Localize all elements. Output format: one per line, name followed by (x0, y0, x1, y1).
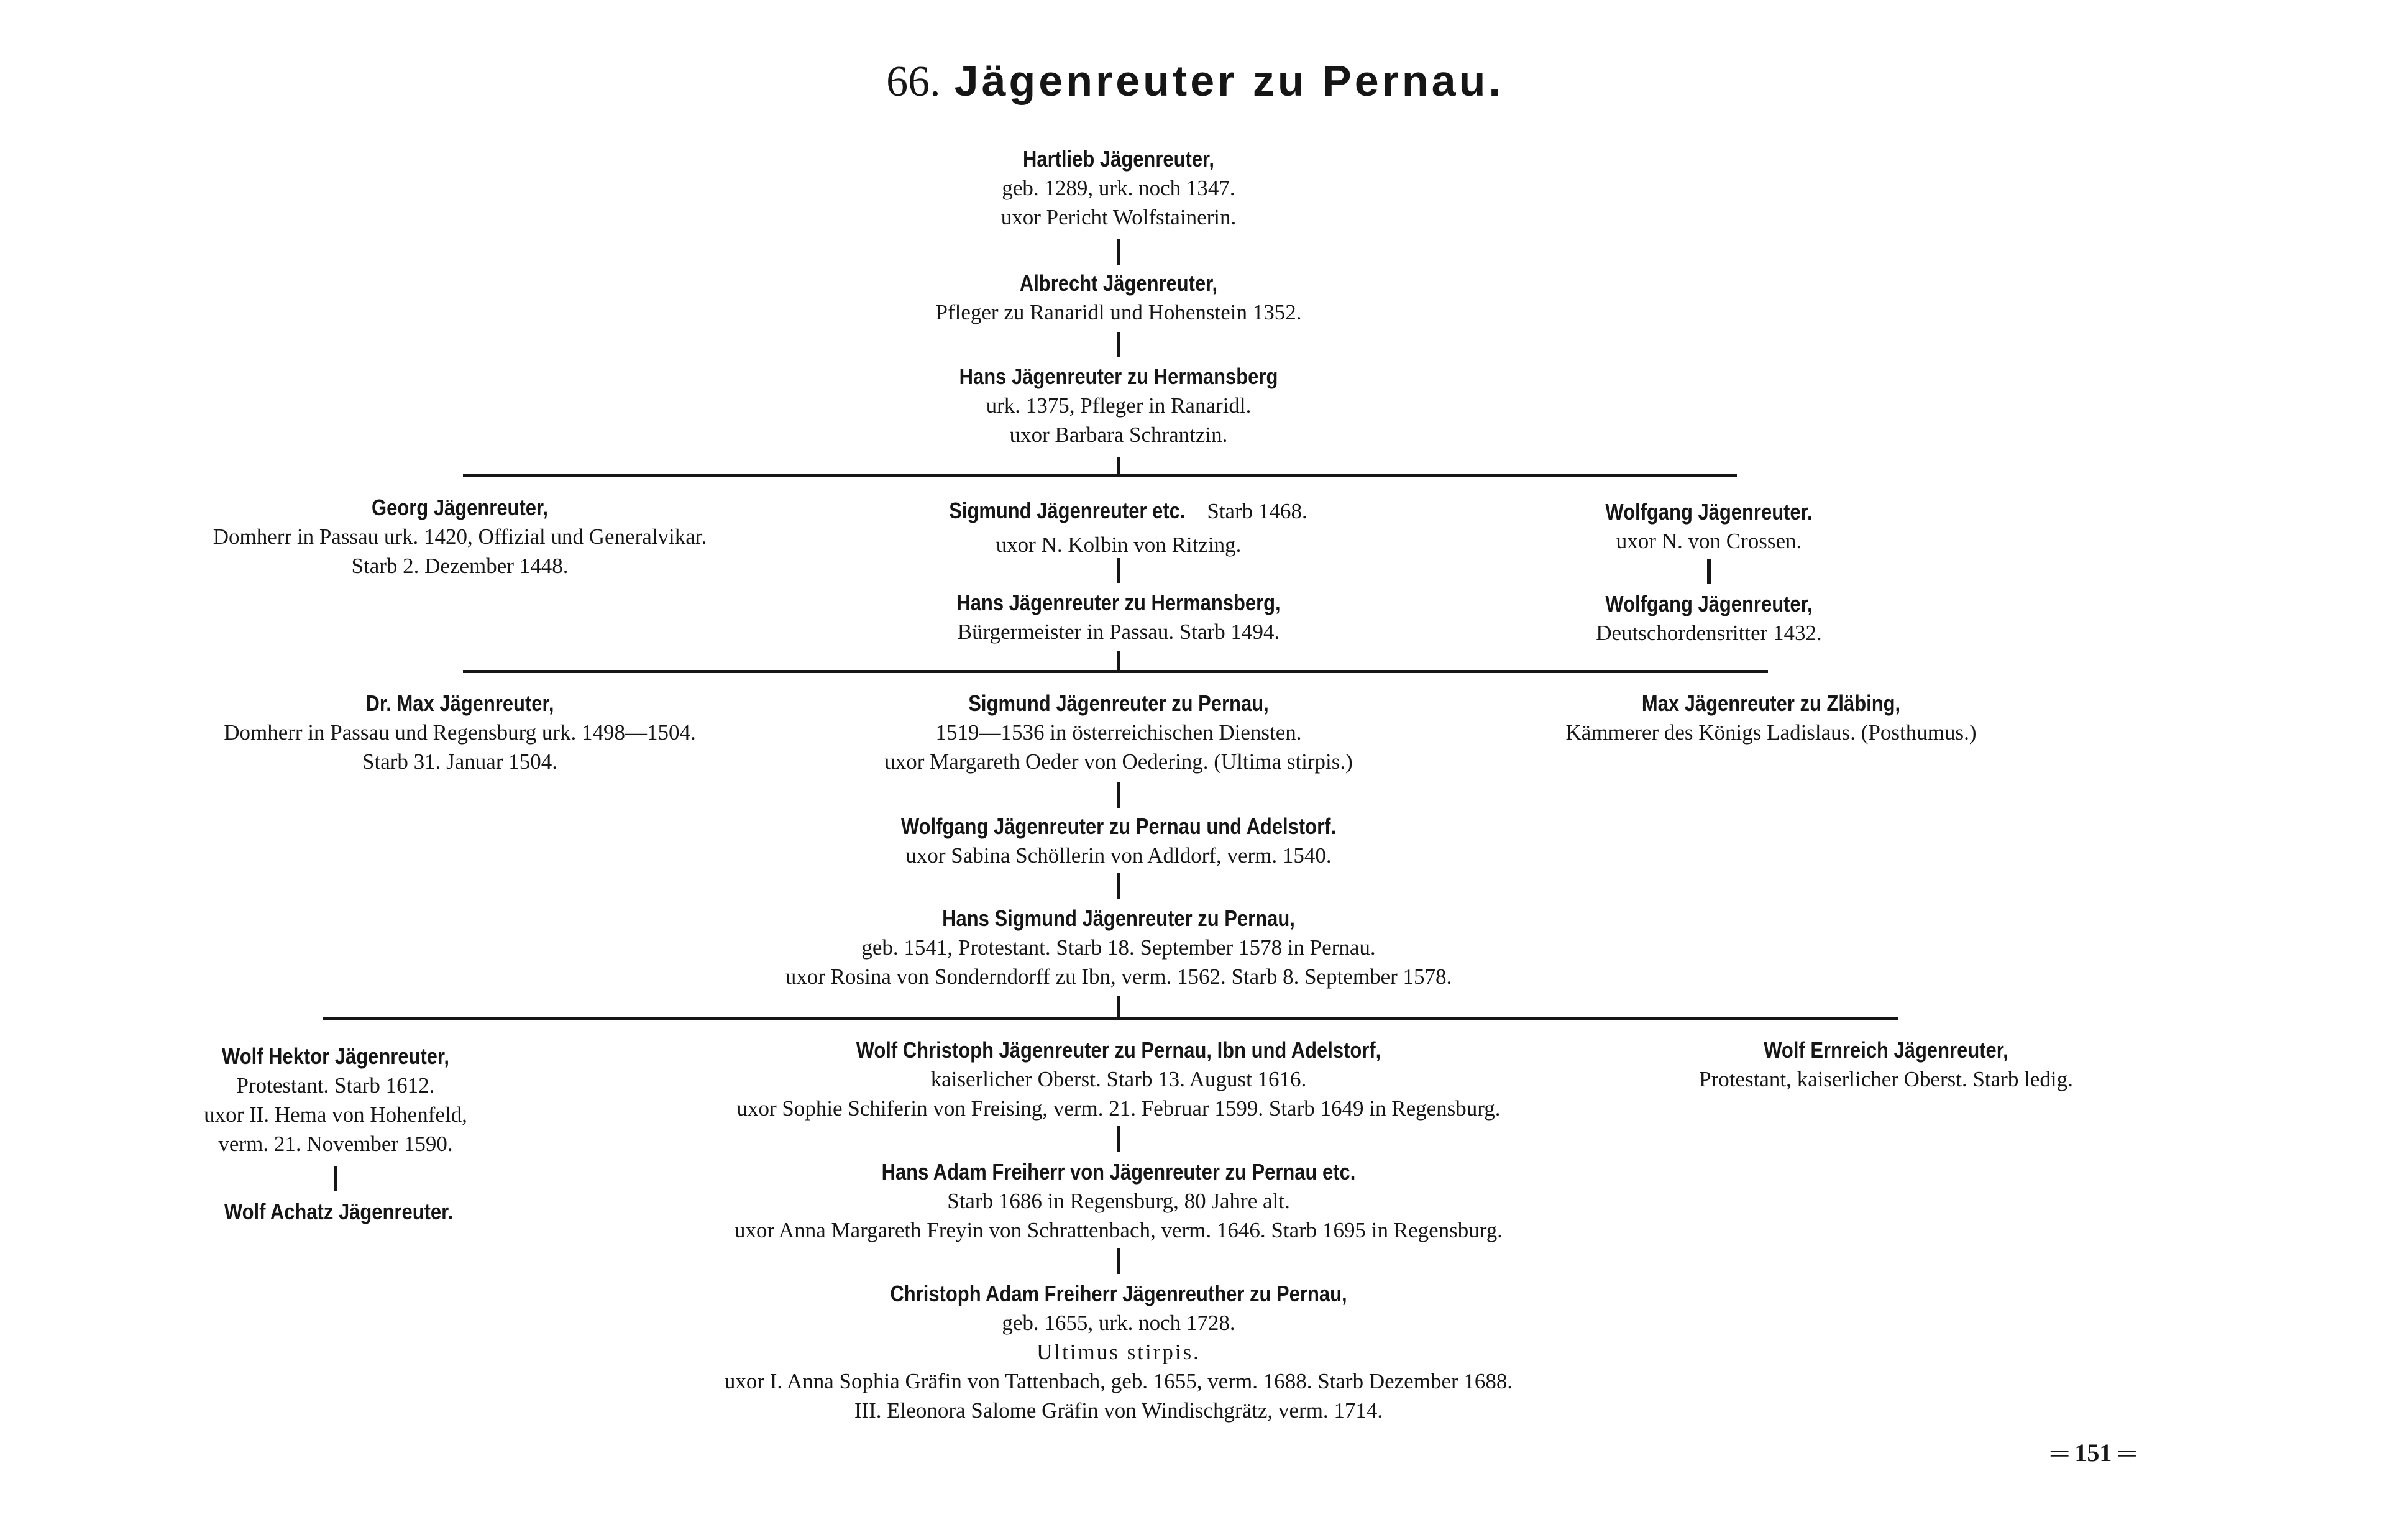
person-wolfgang-adelstorf: Wolfgang Jägenreuter zu Pernau und Adelstorf. uxor Sabina Schöllerin von Adldorf, verm. 1540. (900, 814, 1337, 868)
sibling-bracket (463, 670, 1768, 673)
descent-line (1117, 782, 1120, 808)
person-sigmund-pernau: Sigmund Jägenreuter zu Pernau, 1519—1536 in österreichischen Diensten. uxor Margareth Oeder von Oedering. (Ultima stirpis.) (884, 690, 1353, 774)
person-name: Hartlieb Jägenreuter, (1022, 146, 1215, 172)
descent-line (1117, 332, 1120, 357)
person-christoph-adam: Christoph Adam Freiherr Jägenreuther zu Pernau, geb. 1655, urk. noch 1728. Ultimus stirpis. uxor I. Anna Sophia Gräfin von Tattenbach, geb. 1655, verm. 1688. Starb Dezember 1688. III. Eleonora Salome Gräfin von Windischgrätz, verm. 1714. (724, 1281, 1513, 1423)
person-hans-adam: Hans Adam Freiherr von Jägenreuter zu Pernau etc. Starb 1686 in Regensburg, 80 Jahre alt. uxor Anna Margareth Freyin von Schrattenbach, verm. 1646. Starb 1695 in Regensburg. (734, 1159, 1503, 1242)
person-wolf-ernreich: Wolf Ernreich Jägenreuter, Protestant, kaiserlicher Oberst. Starb ledig. (1699, 1037, 2073, 1091)
page-number: ═ 151 ═ (2051, 1439, 2136, 1467)
descent-line (1117, 651, 1120, 670)
descent-line (1707, 559, 1711, 584)
person-max-zlaebing: Max Jägenreuter zu Zläbing, Kämmerer des Königs Ladislaus. (Posthumus.) (1565, 690, 1977, 745)
descent-line (1117, 558, 1120, 583)
descent-line (1117, 873, 1120, 899)
person-hans-buergermeister: Hans Jägenreuter zu Hermansberg, Bürgermeister in Passau. Starb 1494. (956, 590, 1281, 644)
sibling-bracket (463, 474, 1737, 477)
descent-line (1117, 457, 1120, 474)
person-albrecht: Albrecht Jägenreuter, Pfleger zu Ranaridl und Hohenstein 1352. (935, 270, 1302, 324)
person-hans-hermansberg: Hans Jägenreuter zu Hermansberg urk. 1375, Pfleger in Ranaridl. uxor Barbara Schrantzin. (959, 364, 1278, 447)
person-hartlieb: Hartlieb Jägenreuter, geb. 1289, urk. noch 1347. uxor Pericht Wolfstainerin. (1001, 144, 1237, 232)
person-wolf-christoph: Wolf Christoph Jägenreuter zu Pernau, Ibn und Adelstorf, kaiserlicher Oberst. Starb 13. August 1616. uxor Sophie Schiferin von Freising, verm. 21. Februar 1599. Starb 1649 in Regensburg. (736, 1037, 1501, 1121)
page-title (0, 50, 2390, 113)
person-dr-max: Dr. Max Jägenreuter, Domherr in Passau und Regensburg urk. 1498—1504. Starb 31. Januar 1504. (224, 690, 696, 774)
person-hans-sigmund: Hans Sigmund Jägenreuter zu Pernau, geb. 1541, Protestant. Starb 18. September 1578 in Pernau. uxor Rosina von Sonderndorff zu Ibn, verm. 1562. Starb 8. September 1578. (785, 905, 1452, 989)
person-georg: Georg Jägenreuter, Domherr in Passau urk. 1420, Offizial und Generalvikar. Starb 2. Dezember 1448. (213, 495, 707, 578)
sibling-bracket (323, 1017, 1898, 1020)
descent-line (1117, 996, 1120, 1019)
person-sigmund-1468: Sigmund Jägenreuter etc. Starb 1468. uxor N. Kolbin von Ritzing. (949, 498, 1307, 557)
person-wolfgang-deutschorden: Wolfgang Jägenreuter, Deutschordensritter 1432. (1596, 591, 1822, 645)
title-family-name: Jägenreuter zu Pernau. (954, 57, 1504, 105)
descent-line (334, 1166, 337, 1191)
title-number: 66. (886, 58, 941, 106)
descent-line (1117, 239, 1120, 265)
person-wolf-hektor: Wolf Hektor Jägenreuter, Protestant. Starb 1612. uxor II. Hema von Hohenfeld, verm. 21. November 1590. (204, 1043, 467, 1156)
descent-line (1117, 1248, 1120, 1274)
descent-line (1117, 1126, 1120, 1152)
person-wolf-achatz: Wolf Achatz Jägenreuter. (224, 1199, 454, 1224)
person-wolfgang-crossen: Wolfgang Jägenreuter. uxor N. von Crossen. (1605, 499, 1813, 553)
